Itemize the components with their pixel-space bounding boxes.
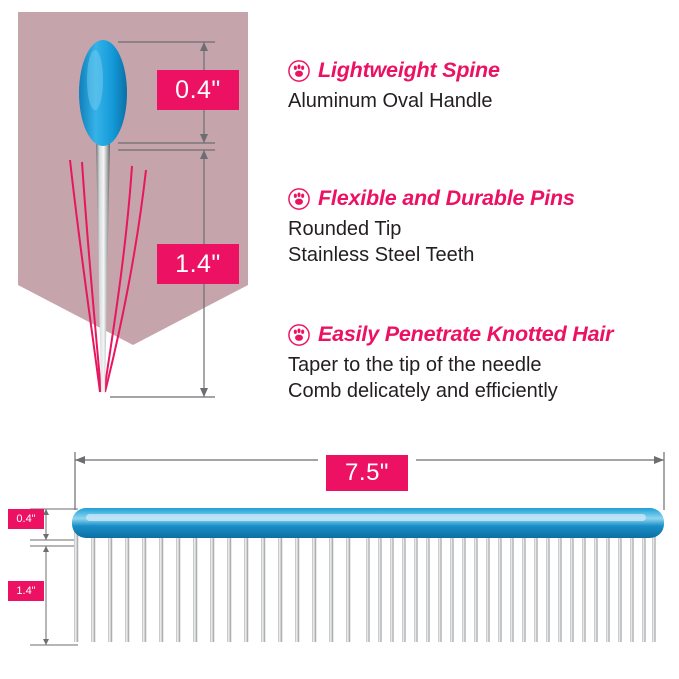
comb-handle-highlight bbox=[86, 514, 646, 521]
feature-block-1 bbox=[288, 58, 500, 115]
feature-line: Stainless Steel Teeth bbox=[288, 243, 475, 266]
feature-line: Aluminum Oval Handle bbox=[288, 90, 493, 112]
measure-label-pin-length: 1.4" bbox=[157, 244, 239, 284]
measure-label-comb-handle-height: 0.4" bbox=[8, 509, 44, 529]
arrow-head bbox=[654, 456, 664, 464]
feature-block-3 bbox=[288, 322, 613, 404]
feature-line: Rounded Tip bbox=[288, 218, 402, 240]
feature-title: Lightweight Spine bbox=[318, 58, 500, 82]
mauve-panel bbox=[18, 12, 248, 345]
arrow-head bbox=[200, 388, 208, 397]
measure-label-handle-width: 0.4" bbox=[157, 70, 239, 110]
paw-print-icon bbox=[288, 60, 310, 82]
pin-detail-illustration bbox=[0, 0, 270, 430]
comb-teeth bbox=[74, 530, 656, 642]
oval-handle bbox=[79, 40, 127, 146]
feature-block-2 bbox=[288, 186, 575, 268]
arrow-head bbox=[43, 546, 49, 552]
feature-line: Comb delicately and efficiently bbox=[288, 379, 558, 402]
feature-title: Easily Penetrate Knotted Hair bbox=[318, 322, 614, 346]
feature-line: Taper to the tip of the needle bbox=[288, 354, 542, 376]
handle-highlight bbox=[87, 50, 103, 110]
comb-handle bbox=[72, 508, 664, 538]
feature-heading bbox=[288, 322, 613, 347]
pin-detail-svg bbox=[0, 0, 270, 430]
measure-label-comb-teeth-height: 1.4" bbox=[8, 581, 44, 601]
feature-title: Flexible and Durable Pins bbox=[318, 186, 575, 210]
paw-print-icon bbox=[288, 188, 310, 210]
arrow-head bbox=[75, 456, 85, 464]
arrow-head bbox=[43, 639, 49, 645]
paw-print-icon bbox=[288, 324, 310, 346]
feature-heading bbox=[288, 58, 500, 83]
feature-heading bbox=[288, 186, 575, 211]
measure-label-comb-length: 7.5" bbox=[326, 455, 408, 491]
arrow-head bbox=[43, 534, 49, 540]
